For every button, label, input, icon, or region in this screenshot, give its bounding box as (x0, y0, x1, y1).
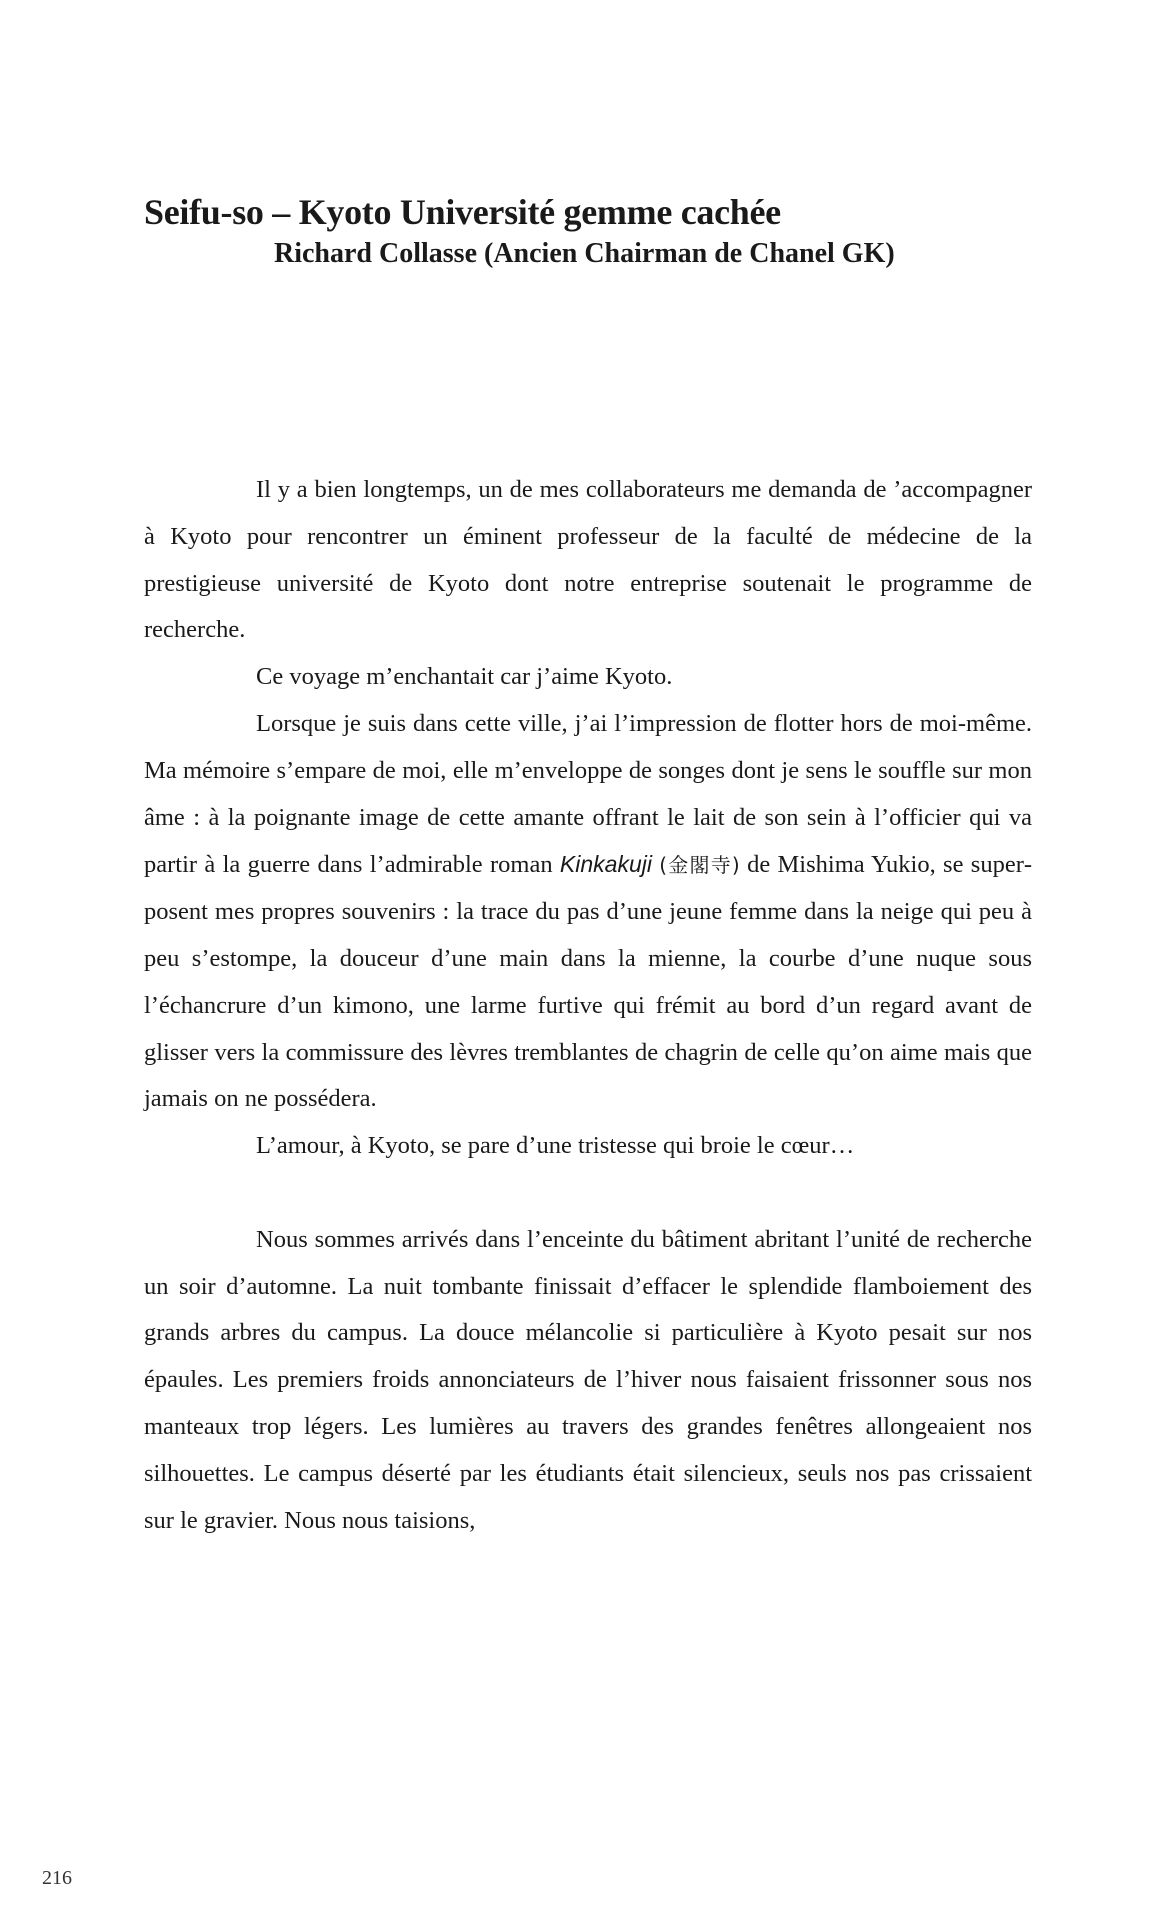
chapter-heading (144, 190, 1044, 274)
paragraph-2: Ce voyage m’enchantait car j’aime Kyoto. (256, 663, 673, 691)
paragraph-3-text-before: Lorsque je suis dans cette ville, j’ai l’impression de flotter hors de moi-même. Ma mémoire s’empare de moi, elle m’enveloppe de songes dont je sens le souffle sur mon âme : à la poignante image de cette amante offrant le lait de son sein à l’officier qui va partir à la guerre dans l’admirable roman (144, 709, 1032, 879)
novel-title-kanji: (金閣寺) (659, 853, 740, 878)
paragraph-3-text-after: de Mishima Yukio, se superposent mes propres souvenirs : la trace du pas d’une jeune femme dans la neige qui peu à peu s’estompe, la douceur d’une main dans la mienne, la courbe d’une nuque sous l’échancrure d’un kimono, une larme furtive qui frémit au bord d’un regard avant de glisser vers la commissure des lèvres tremblantes de chagrin de celle qu’on aime mais que jamais on ne possédera. (144, 851, 1033, 1113)
paragraph-1: Il y a bien longtemps, un de mes collaborateurs me demanda de ’accompagner à Kyoto pour rencontrer un éminent professeur de la faculté de médecine de la prestigieuse université de Kyoto dont notre entreprise soutenait le programme de recherche. (144, 476, 1032, 644)
paragraph-4: L’amour, à Kyoto, se pare d’une tristesse qui broie le cœur… (256, 1132, 855, 1160)
paragraph-5: Nous sommes arrivés dans l’enceinte du bâtiment abritant l’unité de recherche un soir d’automne. La nuit tombante finissait d’effacer le splendide flamboiement des grands arbres du campus. La douce mélancolie si particulière à Kyoto pesait sur nos épaules. Les premiers froids annonciateurs de l’hiver nous faisaient frissonner sous nos manteaux trop légers. Les lumières au travers des grandes fenêtres allongeaient nos silhouettes. Le campus déserté par les étudiants était silencieux, seuls nos pas crissaient sur le gravier. Nous nous taisions, (144, 1225, 1032, 1534)
body-text (144, 467, 1032, 1544)
chapter-title: Seifu-so – Kyoto Université gemme cachée (144, 192, 781, 232)
novel-title: Kinkakuji (559, 851, 652, 878)
paragraph-3 (144, 701, 1032, 1123)
chapter-author: Richard Collasse (Ancien Chairman de Chanel GK) (274, 238, 895, 269)
page-number: 216 (42, 1867, 72, 1889)
